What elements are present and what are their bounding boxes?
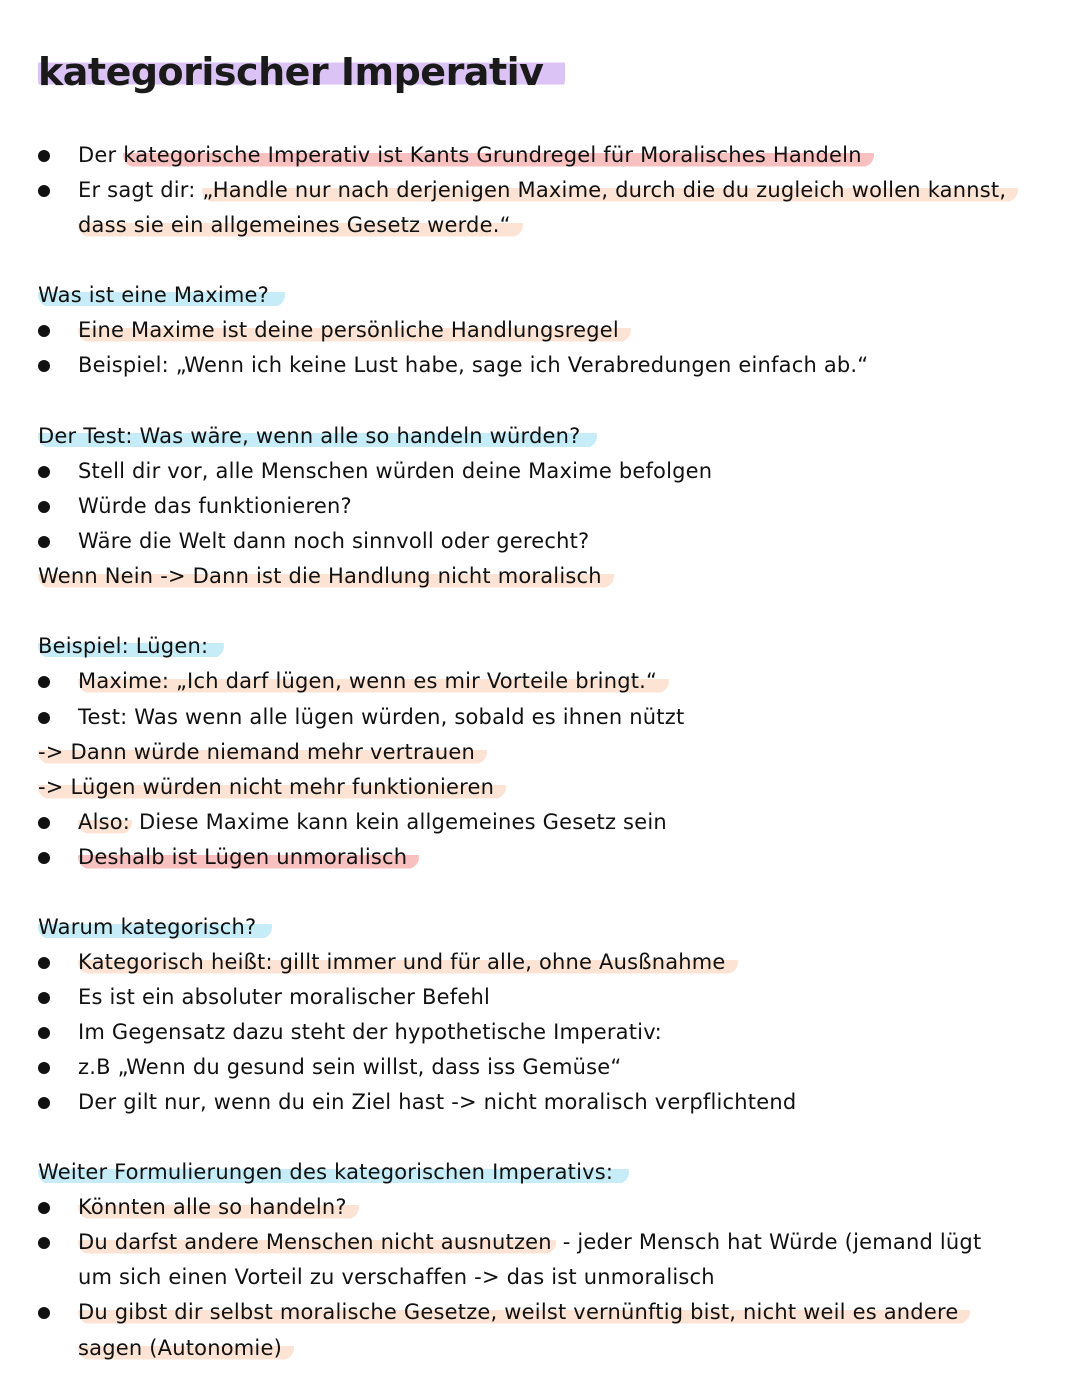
bullet-dot bbox=[38, 466, 50, 478]
test-conclusion bbox=[38, 562, 614, 590]
intro-bullet-2-cont bbox=[78, 211, 523, 239]
warum-bullet-4 bbox=[78, 1053, 621, 1081]
maxime-b2-text: Beispiel: „Wenn ich keine Lust habe, sage ich Verabredungen einfach ab.“ bbox=[78, 353, 869, 377]
luegen-b3-rest: Diese Maxime kann kein allgemeines Gesetz sein bbox=[132, 810, 667, 834]
test-b1-text: Stell dir vor, alle Menschen würden deine Maxime befolgen bbox=[78, 459, 713, 483]
bullet-dot bbox=[38, 1237, 50, 1249]
luegen-heading bbox=[38, 632, 224, 660]
luegen-arrow-2 bbox=[38, 773, 506, 801]
test-b2-text: Würde das funktionieren? bbox=[78, 494, 352, 518]
bullet-dot bbox=[38, 712, 50, 724]
warum-bullet-3 bbox=[78, 1018, 662, 1046]
bullet-dot bbox=[38, 1097, 50, 1109]
bullet-dot bbox=[38, 501, 50, 513]
warum-b5-text: Der gilt nur, wenn du ein Ziel hast -> nicht moralisch verpflichtend bbox=[78, 1090, 797, 1114]
bullet-dot bbox=[38, 957, 50, 969]
bullet-dot bbox=[38, 150, 50, 162]
intro-bullet-1 bbox=[78, 141, 874, 169]
weiter-bullet-3-cont bbox=[78, 1334, 294, 1362]
luegen-heading-text: Beispiel: Lügen: bbox=[38, 634, 224, 658]
bullet-dot bbox=[38, 992, 50, 1004]
weiter-bullet-2-cont bbox=[78, 1263, 715, 1291]
intro-b1-highlight: kategorische Imperativ ist Kants Grundregel für Moralisches Handeln bbox=[123, 143, 874, 167]
bullet-dot bbox=[38, 817, 50, 829]
bullet-dot bbox=[38, 325, 50, 337]
intro-b1-prefix: Der bbox=[78, 143, 124, 167]
luegen-arrow1-text: -> Dann würde niemand mehr vertrauen bbox=[38, 740, 487, 764]
intro-b2-quote-2: dass sie ein allgemeines Gesetz werde.“ bbox=[78, 213, 523, 237]
title-text: kategorischer Imperativ bbox=[38, 50, 565, 94]
bullet-dot bbox=[38, 185, 50, 197]
bullet-dot bbox=[38, 1202, 50, 1214]
luegen-arrow-1 bbox=[38, 738, 487, 766]
maxime-bullet-2 bbox=[78, 351, 868, 379]
intro-b2-prefix: Er sagt dir: bbox=[78, 178, 203, 202]
test-bullet-1 bbox=[78, 457, 712, 485]
weiter-bullet-1 bbox=[78, 1193, 359, 1221]
bullet-dot bbox=[38, 536, 50, 548]
bullet-dot bbox=[38, 360, 50, 372]
bullet-dot bbox=[38, 1062, 50, 1074]
intro-b2-quote-1: „Handle nur nach derjenigen Maxime, durch die du zugleich wollen kannst, bbox=[202, 178, 1018, 202]
weiter-b3-line1: Du gibst dir selbst moralische Gesetze, weilst vernünftig bist, nicht weil es andere bbox=[78, 1300, 970, 1324]
luegen-bullet-4 bbox=[78, 843, 419, 871]
test-heading bbox=[38, 422, 597, 450]
luegen-arrow2-text: -> Lügen würden nicht mehr funktionieren bbox=[38, 775, 506, 799]
luegen-b4-text: Deshalb ist Lügen unmoralisch bbox=[78, 845, 419, 869]
warum-b3-text: Im Gegensatz dazu steht der hypothetische Imperativ: bbox=[78, 1020, 662, 1044]
test-b3-text: Wäre die Welt dann noch sinnvoll oder gerecht? bbox=[78, 529, 590, 553]
test-bullet-2 bbox=[78, 492, 352, 520]
intro-bullet-2 bbox=[78, 176, 1018, 204]
test-bullet-3 bbox=[78, 527, 589, 555]
warum-b4-text: z.B „Wenn du gesund sein willst, dass iss Gemüse“ bbox=[78, 1055, 622, 1079]
weiter-b2-rest: - jeder Mensch hat Würde (jemand lügt bbox=[555, 1230, 982, 1254]
weiter-b1-text: Könnten alle so handeln? bbox=[78, 1195, 359, 1219]
weiter-b3-line2: sagen (Autonomie) bbox=[78, 1336, 294, 1360]
warum-bullet-1 bbox=[78, 948, 738, 976]
weiter-b2-line2: um sich einen Vorteil zu verschaffen -> das ist unmoralisch bbox=[78, 1265, 715, 1289]
luegen-b3-highlight: Also: bbox=[78, 810, 131, 834]
maxime-heading-text: Was ist eine Maxime? bbox=[38, 283, 285, 307]
luegen-bullet-1 bbox=[78, 667, 669, 695]
luegen-b2-text: Test: Was wenn alle lügen würden, sobald es ihnen nützt bbox=[78, 705, 685, 729]
warum-heading bbox=[38, 913, 272, 941]
warum-heading-text: Warum kategorisch? bbox=[38, 915, 272, 939]
bullet-dot bbox=[38, 852, 50, 864]
weiter-bullet-2 bbox=[78, 1228, 981, 1256]
maxime-bullet-1 bbox=[78, 316, 631, 344]
luegen-bullet-2 bbox=[78, 703, 684, 731]
bullet-dot bbox=[38, 1307, 50, 1319]
luegen-bullet-3 bbox=[78, 808, 667, 836]
maxime-heading bbox=[38, 281, 285, 309]
weiter-heading bbox=[38, 1158, 629, 1186]
maxime-b1-text: Eine Maxime ist deine persönliche Handlungsregel bbox=[78, 318, 631, 342]
weiter-heading-text: Weiter Formulierungen des kategorischen Imperativs: bbox=[38, 1160, 629, 1184]
bullet-dot bbox=[38, 676, 50, 688]
weiter-bullet-3 bbox=[78, 1298, 970, 1326]
warum-bullet-5 bbox=[78, 1088, 796, 1116]
page-title bbox=[38, 50, 565, 94]
warum-b2-text: Es ist ein absoluter moralischer Befehl bbox=[78, 985, 490, 1009]
bullet-dot bbox=[38, 1027, 50, 1039]
luegen-b1-text: Maxime: „Ich darf lügen, wenn es mir Vorteile bringt.“ bbox=[78, 669, 669, 693]
warum-b1-text: Kategorisch heißt: gillt immer und für alle, ohne Ausßnahme bbox=[78, 950, 738, 974]
weiter-b2-highlight: Du darfst andere Menschen nicht ausnutzen bbox=[78, 1230, 556, 1254]
test-conclusion-text: Wenn Nein -> Dann ist die Handlung nicht moralisch bbox=[38, 564, 614, 588]
warum-bullet-2 bbox=[78, 983, 490, 1011]
test-heading-text: Der Test: Was wäre, wenn alle so handeln würden? bbox=[38, 424, 597, 448]
